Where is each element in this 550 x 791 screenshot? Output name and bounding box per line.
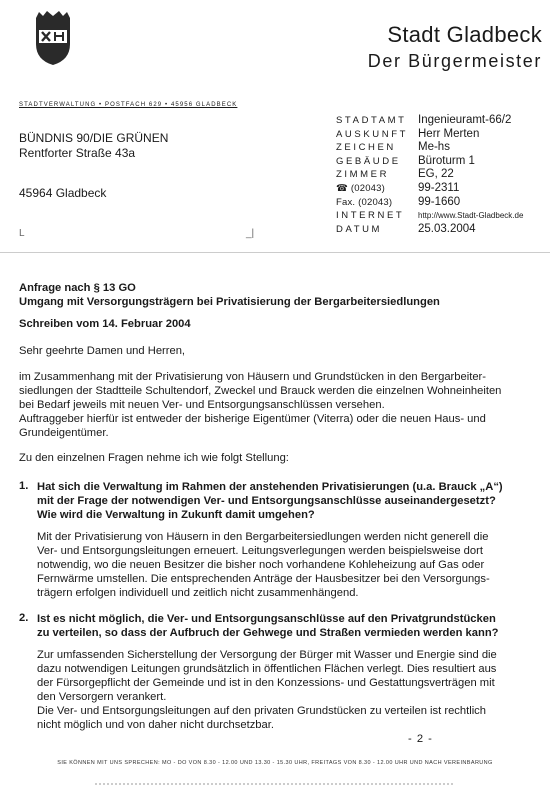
city-name: Stadt Gladbeck (387, 22, 542, 47)
item-number: 2. (19, 612, 29, 624)
info-value-department: Ingenieuramt-66/2 (418, 114, 512, 126)
info-value-room: EG, 22 (418, 168, 454, 181)
subject-line-2: Umgang mit Versorgungsträgern bei Privatisierung der Bergarbeitersiedlungen (19, 296, 440, 308)
info-value-contact: Herr Merten (418, 127, 480, 140)
recipient-street: Rentforter Straße 43a (19, 146, 136, 160)
letter-subject (19, 281, 440, 309)
info-value-phone: 99-2311 (418, 181, 460, 194)
paragraph-line: bei Bedarf jeweils mit neuen Ver- und Entsorgungsanschlüssen versehen. (19, 399, 385, 411)
transition-paragraph: Zu den einzelnen Fragen nehme ich wie folgt Stellung: (19, 452, 289, 464)
info-label: ZIMMER (336, 169, 390, 181)
paragraph-line: siedlungen der Stadtteile Schultendorf, Zweckel und Brauck werden die einzelnen Wohneinheiten (19, 385, 502, 397)
answer-line: nicht möglich und von daher nicht durchsetzbar. (37, 719, 274, 731)
info-value-date: 25.03.2004 (418, 222, 476, 235)
info-label-phone: ☎ (02043) (336, 182, 386, 194)
info-label: INTERNET (336, 210, 405, 222)
info-label: ZEICHEN (336, 142, 396, 154)
paragraph-line: im Zusammenhang mit der Privatisierung von Häusern und Grundstücken in den Bergarbeiter- (19, 371, 486, 383)
item-number: 1. (19, 480, 29, 492)
info-value-fax: 99-1660 (418, 195, 461, 208)
question-line: mit der Frage der notwendigen Ver- und Entsorgungsanschlüsse auseinandergesetzt? (37, 495, 496, 507)
answer-line: Mit der Privatisierung von Häusern in den Bergarbeitersiedlungen werden nicht generell die (37, 531, 489, 543)
question-line: Ist es nicht möglich, die Ver- und Entsorgungsanschlüsse auf den Privatgrundstücken (37, 613, 496, 625)
question-line: zu verteilen, so dass der Aufbruch der Gehwege und Straßen vermieden werden kann? (37, 627, 499, 639)
paragraph-line: Auftraggeber hierfür ist entweder der bisherige Eigentümer (Viterra) oder die neuen Haus- und (19, 413, 486, 425)
office-hours-footer: SIE KÖNNEN MIT UNS SPRECHEN: MO - DO VON 8.30 - 12.00 UND 13.30 - 15.30 UHR, FREITAGS VON 8.30 - 12.00 UHR UND NACH VEREINBARUNG (57, 760, 493, 766)
answer-line: Ver- und Entsorgungsleitungen erneuert. Leitungsverlegungen werden beispielsweise dort (37, 545, 483, 557)
item-question (37, 612, 499, 640)
page-continuation-marker: - 2 - (408, 733, 433, 745)
fold-divider (0, 252, 550, 253)
letter-greeting: Sehr geehrte Damen und Herren, (19, 345, 186, 357)
answer-line: Zur umfassenden Sicherstellung der Versorgung der Bürger mit Wasser und Energie sind die (37, 649, 497, 661)
paragraph-line: Grundeigentümer. (19, 427, 109, 439)
item-question (37, 480, 503, 522)
recipient-zip-city: 45964 Gladbeck (19, 186, 107, 200)
answer-line: der Fürsorgepflicht der Gemeinde und ist in den Konzessions- und Gestattungsverträgen mit (37, 677, 495, 689)
footer-faint-line (0, 773, 550, 777)
question-line: Wie wird die Verwaltung in Zukunft damit umgehen? (37, 509, 315, 521)
info-label: GEBÄUDE (336, 155, 401, 167)
info-value-building: Büroturm 1 (418, 154, 475, 167)
info-label-fax: Fax. (02043) (336, 196, 393, 208)
answer-line: dazu notwendigen Leitungen grundsätzlich in öffentlichen Flächen verlegt. Dies resultiert aus (37, 663, 497, 675)
info-values (418, 114, 523, 236)
info-labels (336, 114, 418, 236)
answer-line: notwendig, wo die neuen Besitzer die bisher noch vorhandene Kohleheizung auf Gas oder (37, 559, 485, 571)
item-answer (37, 530, 490, 600)
recipient-name: BÜNDNIS 90/DIE GRÜNEN (19, 131, 169, 145)
info-label: DATUM (336, 223, 383, 235)
item-answer (37, 648, 497, 732)
subject-line-1: Anfrage nach § 13 GO (19, 282, 136, 294)
question-line: Hat sich die Verwaltung im Rahmen der anstehenden Privatisierungen (u.a. Brauck „A“) (37, 481, 503, 493)
window-mark-right: _| (246, 228, 255, 239)
answer-line: Die Ver- und Entsorgungsleitungen auf den privaten Grundstücken zu verteilen ist rechtlich (37, 705, 487, 717)
letter-reference: Schreiben vom 14. Februar 2004 (19, 318, 191, 330)
sender-address-line: STADTVERWALTUNG • POSTFACH 629 • 45956 GLADBECK (19, 102, 238, 108)
intro-paragraph (19, 370, 534, 440)
window-mark-left: L (19, 228, 25, 239)
answer-line: trägern erfolgen individuell und zeitlich nicht zusammenhängend. (37, 587, 359, 599)
info-value-reference: Me-hs (418, 141, 450, 154)
recipient-address (19, 131, 168, 161)
office-title: Der Bürgermeister (367, 51, 542, 71)
info-label: STADTAMT (336, 115, 407, 126)
answer-line: den Versorgern verankert. (37, 691, 167, 703)
city-crest-logo (33, 10, 73, 66)
answer-line: Fernwärme umstellen. Die entsprechenden Anträge der Hausbesitzer bei den Versorgungs- (37, 573, 490, 585)
info-label: AUSKUNFT (336, 128, 408, 140)
info-value-website: http://www.Stadt-Gladbeck.de (418, 211, 524, 221)
